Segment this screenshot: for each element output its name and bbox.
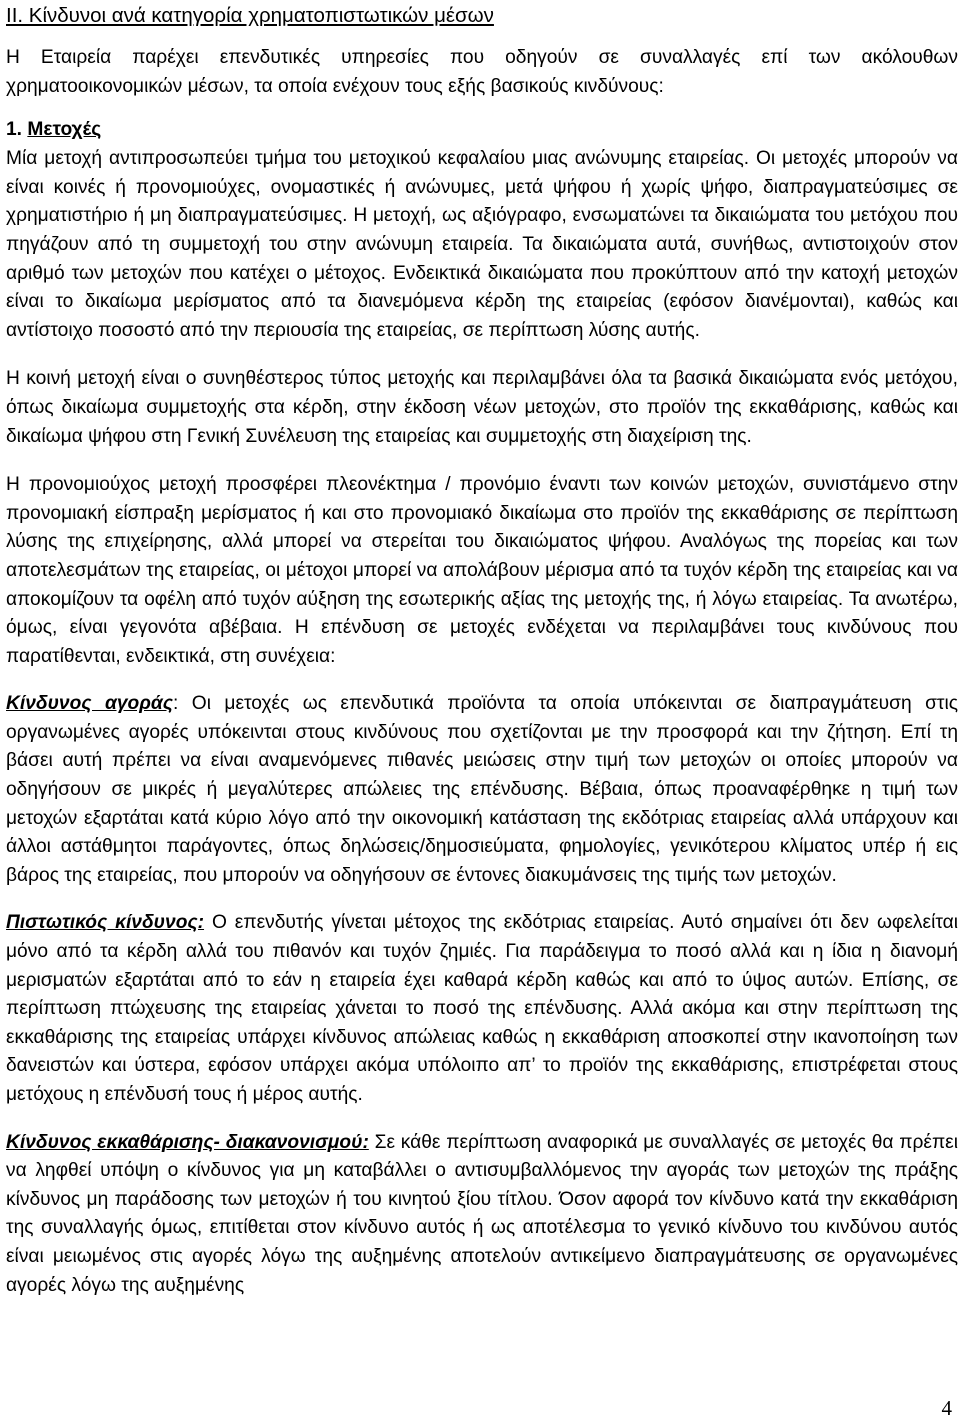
page-number: 4: [941, 1396, 952, 1420]
market-risk-paragraph: [6, 690, 958, 890]
market-risk-colon: :: [172, 693, 179, 715]
shares-paragraph-3: Η προνομιούχος μετοχή προσφέρει πλεονέκτημα / προνόμιο έναντι των κοινών μετοχών, συνιστάμενο στην προνομιακή είσπραξη μερίσματος ή και στο προνομιακό δικαίωμα στο προϊόν της εκκαθάρισης σε περίπτωση λύσης της επιχείρησης, αλλά μπορεί να στερείται του δικαιώματος ψήφου. Αναλόγως της πορείας και των αποτελεσμάτων της εταιρείας, οι μέτοχοι μπορεί να απολάβουν μέρισμα από τα τυχόν κέρδη της εταιρείας και να αποκομίζουν τα οφέλη από τυχόν αύξηση της εσωτερικής αξίας της μετοχής της, ή λόγω εταιρείας. Τα ανωτέρω, όμως, είναι γεγονότα αβέβαια. Η επένδυση σε μετοχές ενδέχεται να περιλαμβάνει τους κινδύνους που παρατίθενται, ενδεικτικά, στη συνέχεια:: [6, 474, 958, 667]
shares-paragraph-1: Μία μετοχή αντιπροσωπεύει τμήμα του μετοχικού κεφαλαίου μιας ανώνυμης εταιρείας. Οι μετοχές μπορούν να είναι κοινές ή προνομιούχες, ονομαστικές ή ανώνυμες, μετά ψήφου ή χωρίς ψήφο, διαπραγματεύσιμες σε χρηματιστήριο ή μη διαπραγματεύσιμες. Η μετοχή, ως αξιόγραφο, ενσωματώνει τα δικαιώματα του μετόχου που πηγάζουν από τη συμμετοχή του στην ανώνυμη εταιρεία. Τα δικαιώματα αυτά, συνήθως, αντιστοιχούν στον αριθμό των μετοχών που κατέχει ο μέτοχος. Ενδεικτικά δικαιώματα που προκύπτουν από την κατοχή μετοχών είναι το δικαίωμα μερίσματος από τα διανεμόμενα κέρδη της εταιρείας (εφόσον διανέμονται), καθώς και αντίστοιχο ποσοστό από την περιουσία της εταιρείας, σε περίπτωση λύσης αυτής.: [6, 148, 958, 341]
spacer: [6, 30, 958, 44]
spacer: [6, 890, 958, 909]
credit-risk-paragraph: [6, 909, 958, 1109]
document-body: [6, 0, 958, 1300]
credit-risk-text: Ο επενδυτής γίνεται μέτοχος της εκδότριας εταιρείας. Αυτό σημαίνει ότι δεν ωφελείται μόνο από τα κέρδη αλλά του πιθανόν και τυχόν ζημιές. Για παράδειγμα το ποσό αλλά και η ίδια η διανομή μερισματών εξαρτάται από το εάν η εταιρεία έχει καθαρά κέρδη καθώς και από το ύψος αυτών. Επίσης, σε περίπτωση πτώχευσης της εταιρείας χάνεται το ποσό της επένδυσης. Αλλά ακόμα και στην περίπτωση της εκκαθάρισης της εταιρείας υπάρχει κίνδυνος απώλειας καθώς η εκκαθάριση αποσκοπεί στην ικανοποίηση των δανειστών και ύστερα, εφόσον υπάρχει ακόμα υπόλοιπο απ’ το προϊόν της εκκαθάρισης, επιστρέφεται στους μετόχους η επένδυσή τους ή μέρος αυτής.: [6, 912, 958, 1105]
subsection-number: 1.: [6, 119, 23, 141]
subsection-title: [6, 115, 958, 145]
spacer: [6, 345, 958, 365]
settlement-risk-text: Σε κάθε περίπτωση αναφορικά με συναλλαγές σε μετοχές θα πρέπει να ληφθεί υπόψη ο κίνδυνος για μη καταβάλλει ο αντισυμβαλλόμενος την αγοράς των μετοχών της πράξης κίνδυνος μη παράδοσης των μετοχών ή του κινητού ξίου τίτλου. Όσον αφορά τον κίνδυνο κατά την εκκαθάριση της συναλλαγής όμως, επιτίθεται στον κίνδυνο αυτός ή ως αποτέλεσμα το γενικό κίνδυνο του κινδύνου αυτός είναι μειωμένος στις αγορές λόγω της αυξημένης αποτελούν αντικείμενο διαπραγμάτευσης σε οργανωμένες αγορές λόγω της αυξημένης: [6, 1131, 958, 1296]
shares-paragraph-2: Η κοινή μετοχή είναι ο συνηθέστερος τύπος μετοχής και περιλαμβάνει όλα τα βασικά δικαιώματα ενός μετόχου, όπως δικαίωμα συμμετοχής στα κέρδη, στην έκδοση νέων μετοχών, στο προϊόν της εκκαθάρισης, καθώς και δικαίωμα ψήφου στη Γενική Συνέλευση της εταιρείας και συμμετοχής στη διαχείριση της.: [6, 368, 958, 447]
subsection-title-text: Μετοχές: [27, 119, 102, 141]
spacer: [6, 671, 958, 690]
spacer: [6, 451, 958, 471]
market-risk-title: Κίνδυνος αγοράς: [6, 693, 173, 715]
credit-risk-title: Πιστωτικός κίνδυνος:: [6, 912, 205, 934]
spacer: [6, 101, 958, 115]
settlement-risk-title: Κίνδυνος εκκαθάρισης- διακανονισμού:: [6, 1131, 369, 1153]
settlement-risk-paragraph: [6, 1129, 958, 1301]
section-heading: ΙΙ. Κίνδυνοι ανά κατηγορία χρηματοπιστωτικών μέσων: [6, 4, 494, 27]
intro-paragraph: Η Εταιρεία παρέχει επενδυτικές υπηρεσίες που οδηγούν σε συναλλαγές επί των ακόλουθων χρηματοοικονομικών μέσων, τα οποία ενέχουν τους εξής βασικούς κινδύνους:: [6, 47, 958, 97]
spacer: [6, 1110, 958, 1129]
market-risk-text: Οι μετοχές ως επενδυτικά προϊόντα τα οποία υπόκεινται σε διαπραγμάτευση στις οργανωμένες αγορές υπόκεινται στους κινδύνους που σχετίζονται με την προσφορά και την ζήτηση. Επί τη βάσει αυτή πρέπει να είναι αναμενόμενες πιθανές μειώσεις στην τιμή των μετοχών οι οποίες μπορούν να οδηγήσουν σε μικρές ή μεγαλύτερες απώλειες της επένδυσης. Βέβαια, όπως προαναφέρθηκε η τιμή των μετοχών εξαρτάται κατά κύριο λόγο από την οικονομική κατάσταση της εκδότριας εταιρείας αλλά υπάρχουν και άλλοι αστάθμητοι παράγοντες, όπως δηλώσεις/δημοσιεύματα, φημολογίες, γενικότερου κλίματος υπέρ ή εις βάρος της εταιρείας, που μπορούν να οδηγήσουν σε έντονες διακυμάνσεις της τιμής των μετοχών.: [6, 693, 959, 886]
